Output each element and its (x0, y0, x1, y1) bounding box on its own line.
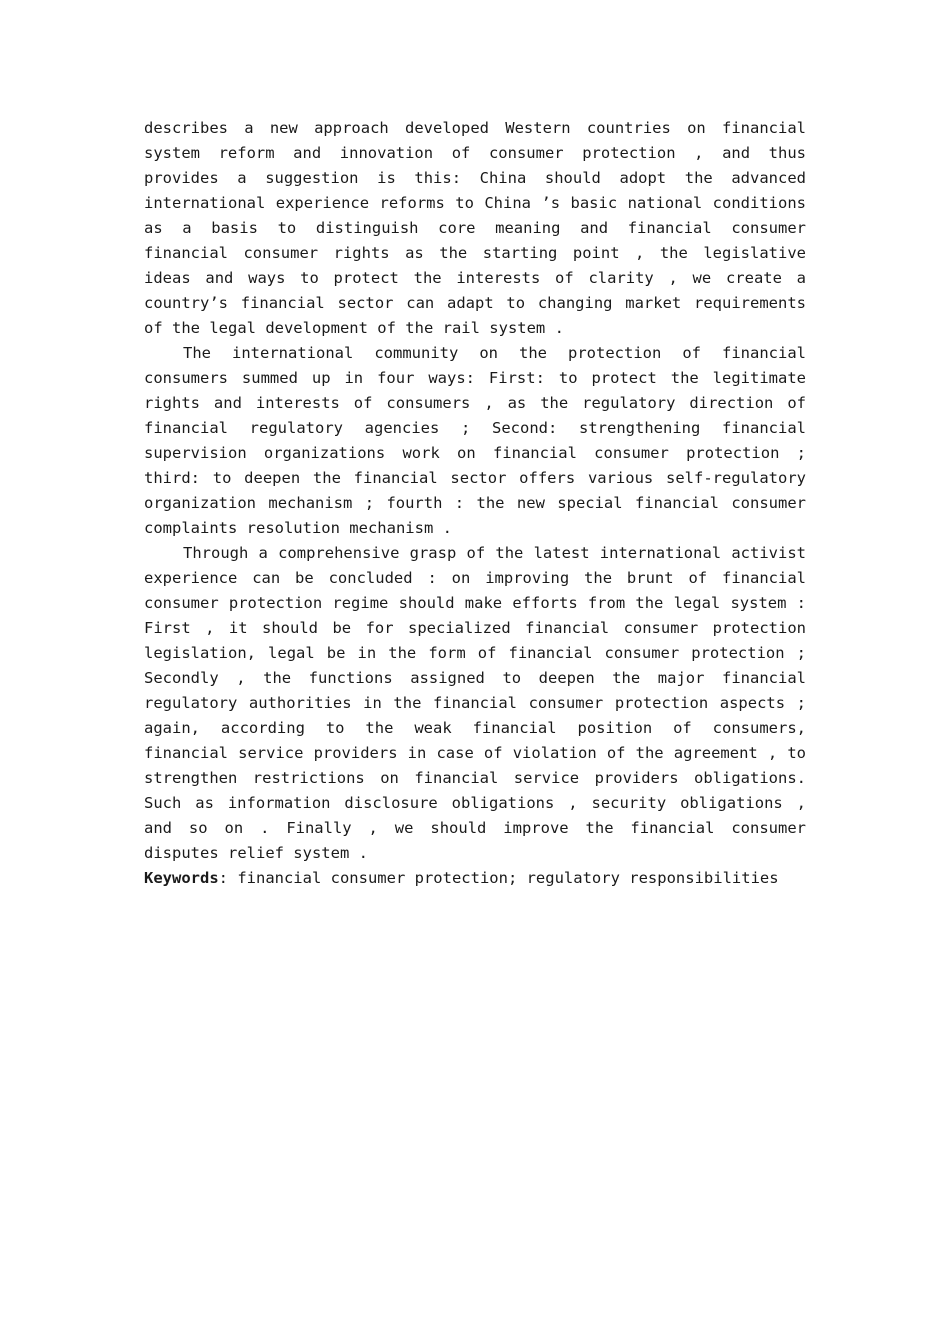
keywords-line (144, 866, 806, 891)
abstract-paragraph-2: The international community on the protection of financial consumers summed up in four ways: First: to protect the legitimate rights and interests of consumers , as the regulatory direction of financial regulatory agencies ; Second: strengthening financial supervision organizations work on financial consumer protection ; third: to deepen the financial sector offers various self-regulatory organization mechanism ; fourth : the new special financial consumer complaints resolution mechanism . (144, 344, 806, 537)
keywords-label: Keywords (144, 869, 219, 887)
keywords-text: : financial consumer protection; regulatory responsibilities (218, 869, 779, 887)
abstract-paragraph-3: Through a comprehensive grasp of the latest international activist experience can be concluded : on improving the brunt of financial consumer protection regime should make efforts from the legal system : First , it should be for specialized financial consumer protection legislation, legal be in the form of financial consumer protection ; Secondly , the functions assigned to deepen the major financial regulatory authorities in the financial consumer protection aspects ; again, according to the weak financial position of consumers, financial service providers in case of violation of the agreement , to strengthen restrictions on financial service providers obligations. Such as information disclosure obligations , security obligations , and so on . Finally , we should improve the financial consumer disputes relief system . (144, 544, 806, 862)
abstract-paragraph-1: describes a new approach developed Western countries on financial system reform and innovation of consumer protection , and thus provides a suggestion is this: China should adopt the advanced international experience reforms to China ’s basic national conditions as a basis to distinguish core meaning and financial consumer financial consumer rights as the starting point , the legislative ideas and ways to protect the interests of clarity , we create a country’s financial sector can adapt to changing market requirements of the legal development of the rail system . (144, 119, 806, 337)
abstract-body (144, 116, 806, 891)
